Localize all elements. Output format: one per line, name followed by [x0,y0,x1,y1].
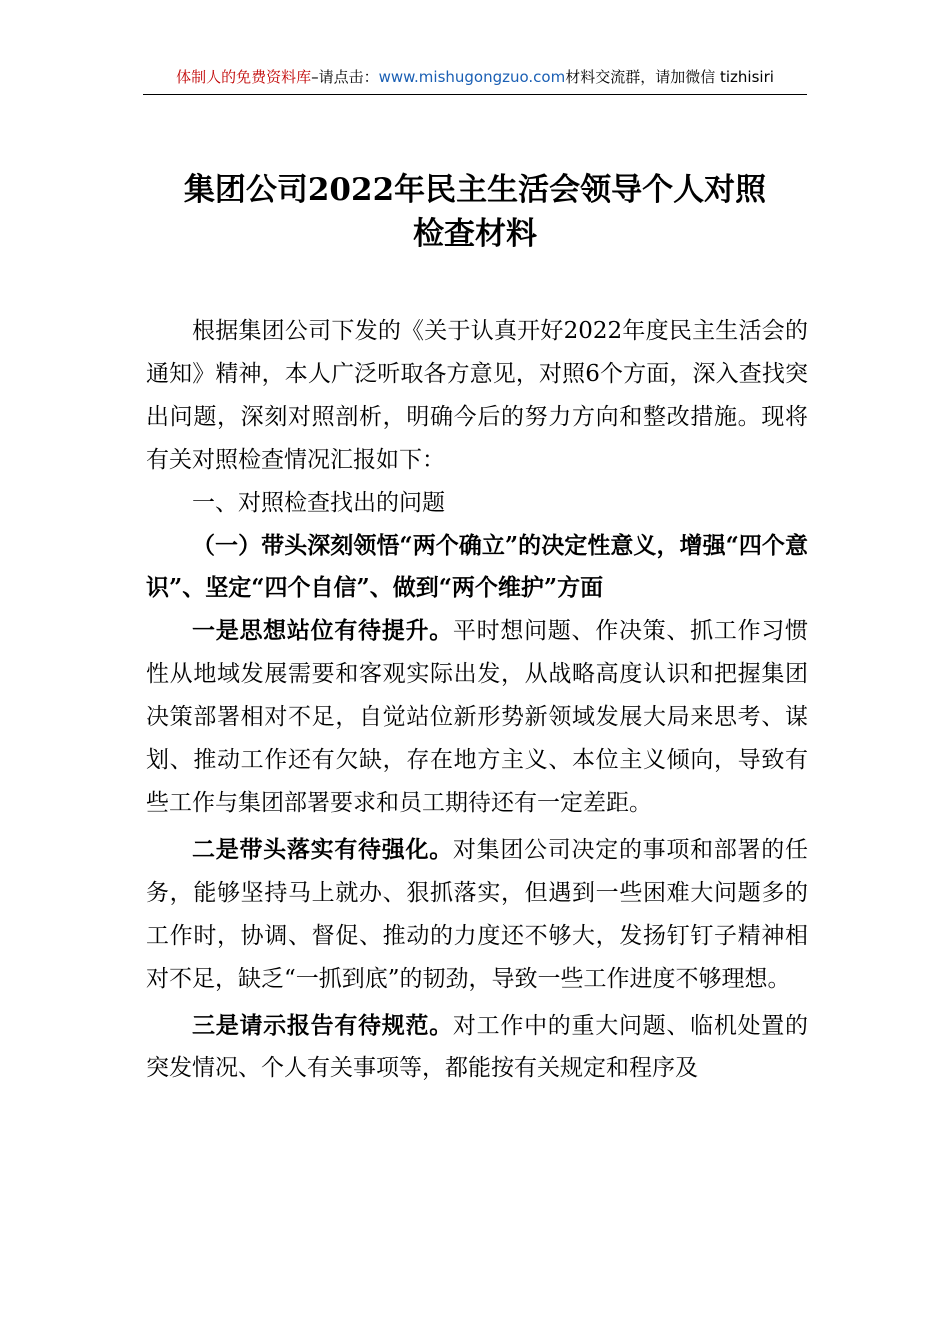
point-paragraph-1 [146,610,808,825]
header-url-link[interactable]: www.mishugongzuo.com [378,68,566,86]
point-1-text: 平时想问题、作决策、抓工作习惯性从地域发展需要和客观实际出发，从战略高度认识和把握集团决策部署相对不足，自觉站位新形势新领域发展大局来思考、谋划、推动工作还有欠缺，存在地方主义、本位主义倾向，导致有些工作与集团部署要求和员工期待还有一定差距。 [146,618,809,816]
point-2-lead: 二是带头落实有待强化。 [192,835,453,863]
point-paragraph-3 [146,1005,808,1091]
section-heading-1: 一、对照检查找出的问题 [192,489,445,516]
point-paragraph-2 [146,829,808,1001]
header-click-prompt: –请点击： [311,68,379,86]
point-1-lead: 一是思想站位有待提升。 [192,617,453,645]
header-brand: 体制人的免费资料库 [176,68,312,86]
point-2-text: 对集团公司决定的事项和部署的任务，能够坚持马上就办、狠抓落实，但遇到一些困难大问题多的工作时，协调、督促、推动的力度还不够大，发扬钉钉子精神相对不足，缺乏“一抓到底”的韧劲，导致一些工作进度不够理想。 [146,836,809,992]
intro-paragraph: 根据集团公司下发的《关于认真开好2022年度民主生活会的通知》精神，本人广泛听取各方意见，对照6个方面，深入查找突出问题，深刻对照剖析，明确今后的努力方向和整改措施。现将有关对照检查情况汇报如下： [146,318,808,473]
subsection-heading-1: （一）带头深刻领悟“两个确立”的决定性意义，增强“四个意识”、坚定“四个自信”、做到“两个维护”方面 [146,531,808,602]
document-body [146,310,808,1090]
title-line-1: 集团公司2022年民主生活会领导个人对照 [183,172,767,208]
header-wechat-note: 材料交流群，请加微信 tizhisiri [565,68,774,86]
document-title [120,168,830,256]
page-header-banner [143,60,807,95]
point-3-text: 对工作中的重大问题、临机处置的突发情况、个人有关事项等，都能按有关规定和程序及 [146,1012,809,1082]
point-3-lead: 三是请示报告有待规范。 [192,1011,453,1039]
title-line-2: 检查材料 [413,216,537,252]
